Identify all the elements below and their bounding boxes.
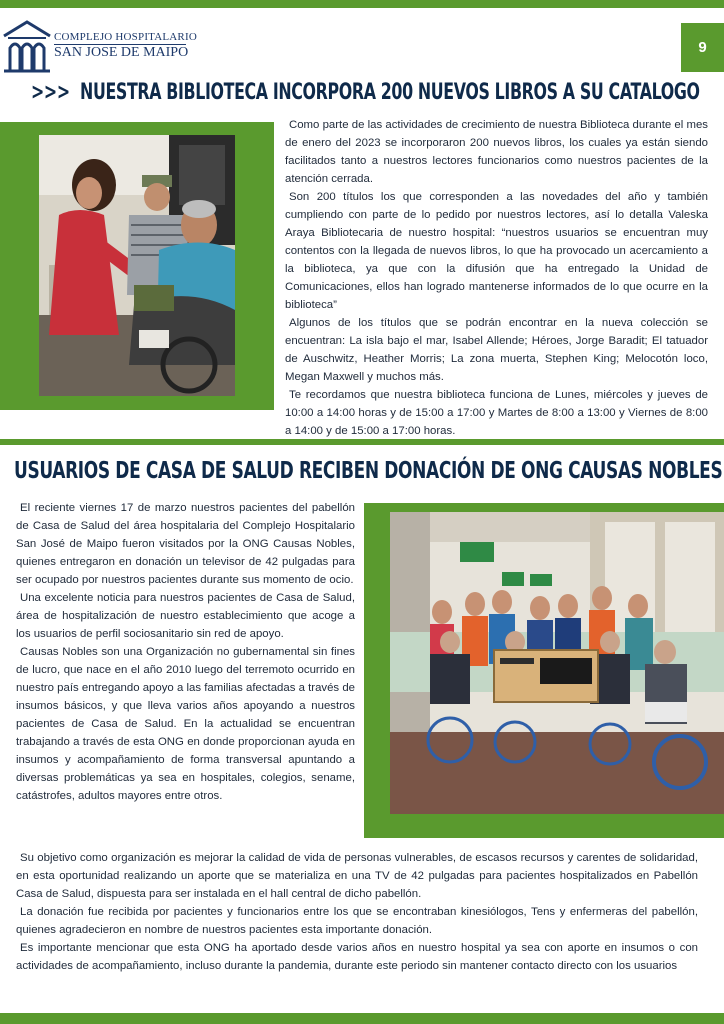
page-number: 9 — [681, 23, 724, 72]
donation-photo-image — [390, 512, 724, 814]
top-green-bar — [0, 0, 724, 8]
article1-paragraph: Te recordamos que nuestra biblioteca funciona de Lunes, miércoles y jueves de 10:00 a 14:00 horas y de 15:00 a 17:00 y Martes de 8:00 a 13:00 y Viernes de 8:00 a 14:00 y de 15:00 a 17:00 horas. — [285, 389, 708, 437]
donation-photo — [390, 512, 724, 814]
article1-body — [285, 116, 708, 440]
article1-title-text: NUESTRA BIBLIOTECA INCORPORA 200 NUEVOS LIBROS A SU CATALOGO — [80, 80, 700, 105]
article2-column-body — [16, 499, 355, 805]
article2-paragraph: Causas Nobles son una Organización no gubernamental sin fines de lucro, que nace en el año 2010 luego del terremoto ocurrido en nuestro país entregando apoyo a las familias afectadas a través de insumos básicos, y que lleva varios años apoyando a nuestros pacientes de Casa de Salud. En la actualidad se encuentran trabajando a través de esta ONG en donde proporcionan ayuda en insumos y acompañamiento de forma transversal apuntando a diversas problemáticas ya sea en hospitales, colegios, sename, catástrofes, adultos mayores entre otros. — [16, 646, 355, 802]
bottom-green-bar — [0, 1013, 724, 1024]
library-photo — [39, 135, 235, 396]
logo-line1: COMPLEJO HOSPITALARIO — [54, 31, 197, 43]
article2-title: USUARIOS DE CASA DE SALUD RECIBEN DONACIÓN DE ONG CAUSAS NOBLES — [14, 458, 723, 484]
hospital-building-icon — [2, 18, 52, 74]
logo-line2: SAN JOSE DE MAIPO — [54, 45, 189, 60]
article1-paragraph: Son 200 títulos los que corresponden a las novedades del año y también cumpliendo con parte de lo pedido por nuestros lectores, así lo detalla Valeska Araya Bibliotecaria de nuestro hospital: “nuestros usuarios se encuentran muy contentos con la llegada de nuevos libros, lo que ha provocado un acercamiento a la biblioteca, ya que con la difusión que ha entregado la Unidad de Comunicaciones, ellos han logrado mantenerse informados de lo que ocurre en la biblioteca” — [285, 191, 708, 311]
article2-full-body — [16, 849, 698, 975]
title-marker: >>> — [31, 80, 70, 105]
article2-paragraph: Su objetivo como organización es mejorar la calidad de vida de personas vulnerables, de escasos recursos y carentes de solidaridad, en esta oportunidad realizando un aporte que se materializa en una TV de 42 pulgadas para pacientes hospitalizados en Pabellón Casa de Salud, dispuesta para ser instalada en el hall central de dicho pabellón. — [16, 852, 698, 900]
article1-paragraph: Algunos de los títulos que se podrán encontrar en la nueva colección se encuentran: La isla bajo el mar, Isabel Allende; Héroes, Jorge Baradit; El tatuador de Auschwitz, Heather Morris; La zona muerta, Stephen King; Melocotón loco, Megan Maxwell y muchos más. — [285, 317, 708, 383]
hospital-logo — [2, 18, 197, 74]
article2-paragraph: El reciente viernes 17 de marzo nuestros pacientes del pabellón de Casa de Salud del área hospitalaria del Complejo Hospitalario San José de Maipo fueron visitados por la ONG Causas Nobles, quienes entregaron en donación un televisor de 42 pulgadas para ser ocupado por nuestros pacientes durante sus momento de ocio. — [16, 502, 355, 586]
article1-title — [31, 80, 700, 105]
article2-paragraph: La donación fue recibida por pacientes y funcionarios entre los que se encontraban kinesiólogos, Tens y enfermeras del pabellón, quienes agradecieron en nombre de nuestros pacientes esta importante donación. — [16, 906, 698, 936]
article2-paragraph: Es importante mencionar que esta ONG ha aportado desde varios años en nuestro hospital ya sea con aporte en insumos o con actividades de acompañamiento, incluso durante la pandemia, durante este periodo sin mantener contacto directo con los usuarios — [16, 942, 698, 972]
section-divider — [0, 439, 724, 445]
article1-paragraph: Como parte de las actividades de crecimiento de nuestra Biblioteca durante el mes de enero del 2023 se incorporaron 200 nuevos libros, los cuales ya están siendo facilitados tanto a nuestros lectores funcionarios como nuestros pacientes de la atención cerrada. — [285, 119, 708, 185]
article2-paragraph: Una excelente noticia para nuestros pacientes de Casa de Salud, área de hospitalización de nuestro establecimiento que acoge a los usuarios de perfil sociosanitario sin red de apoyo. — [16, 592, 355, 640]
library-photo-image — [39, 135, 235, 396]
